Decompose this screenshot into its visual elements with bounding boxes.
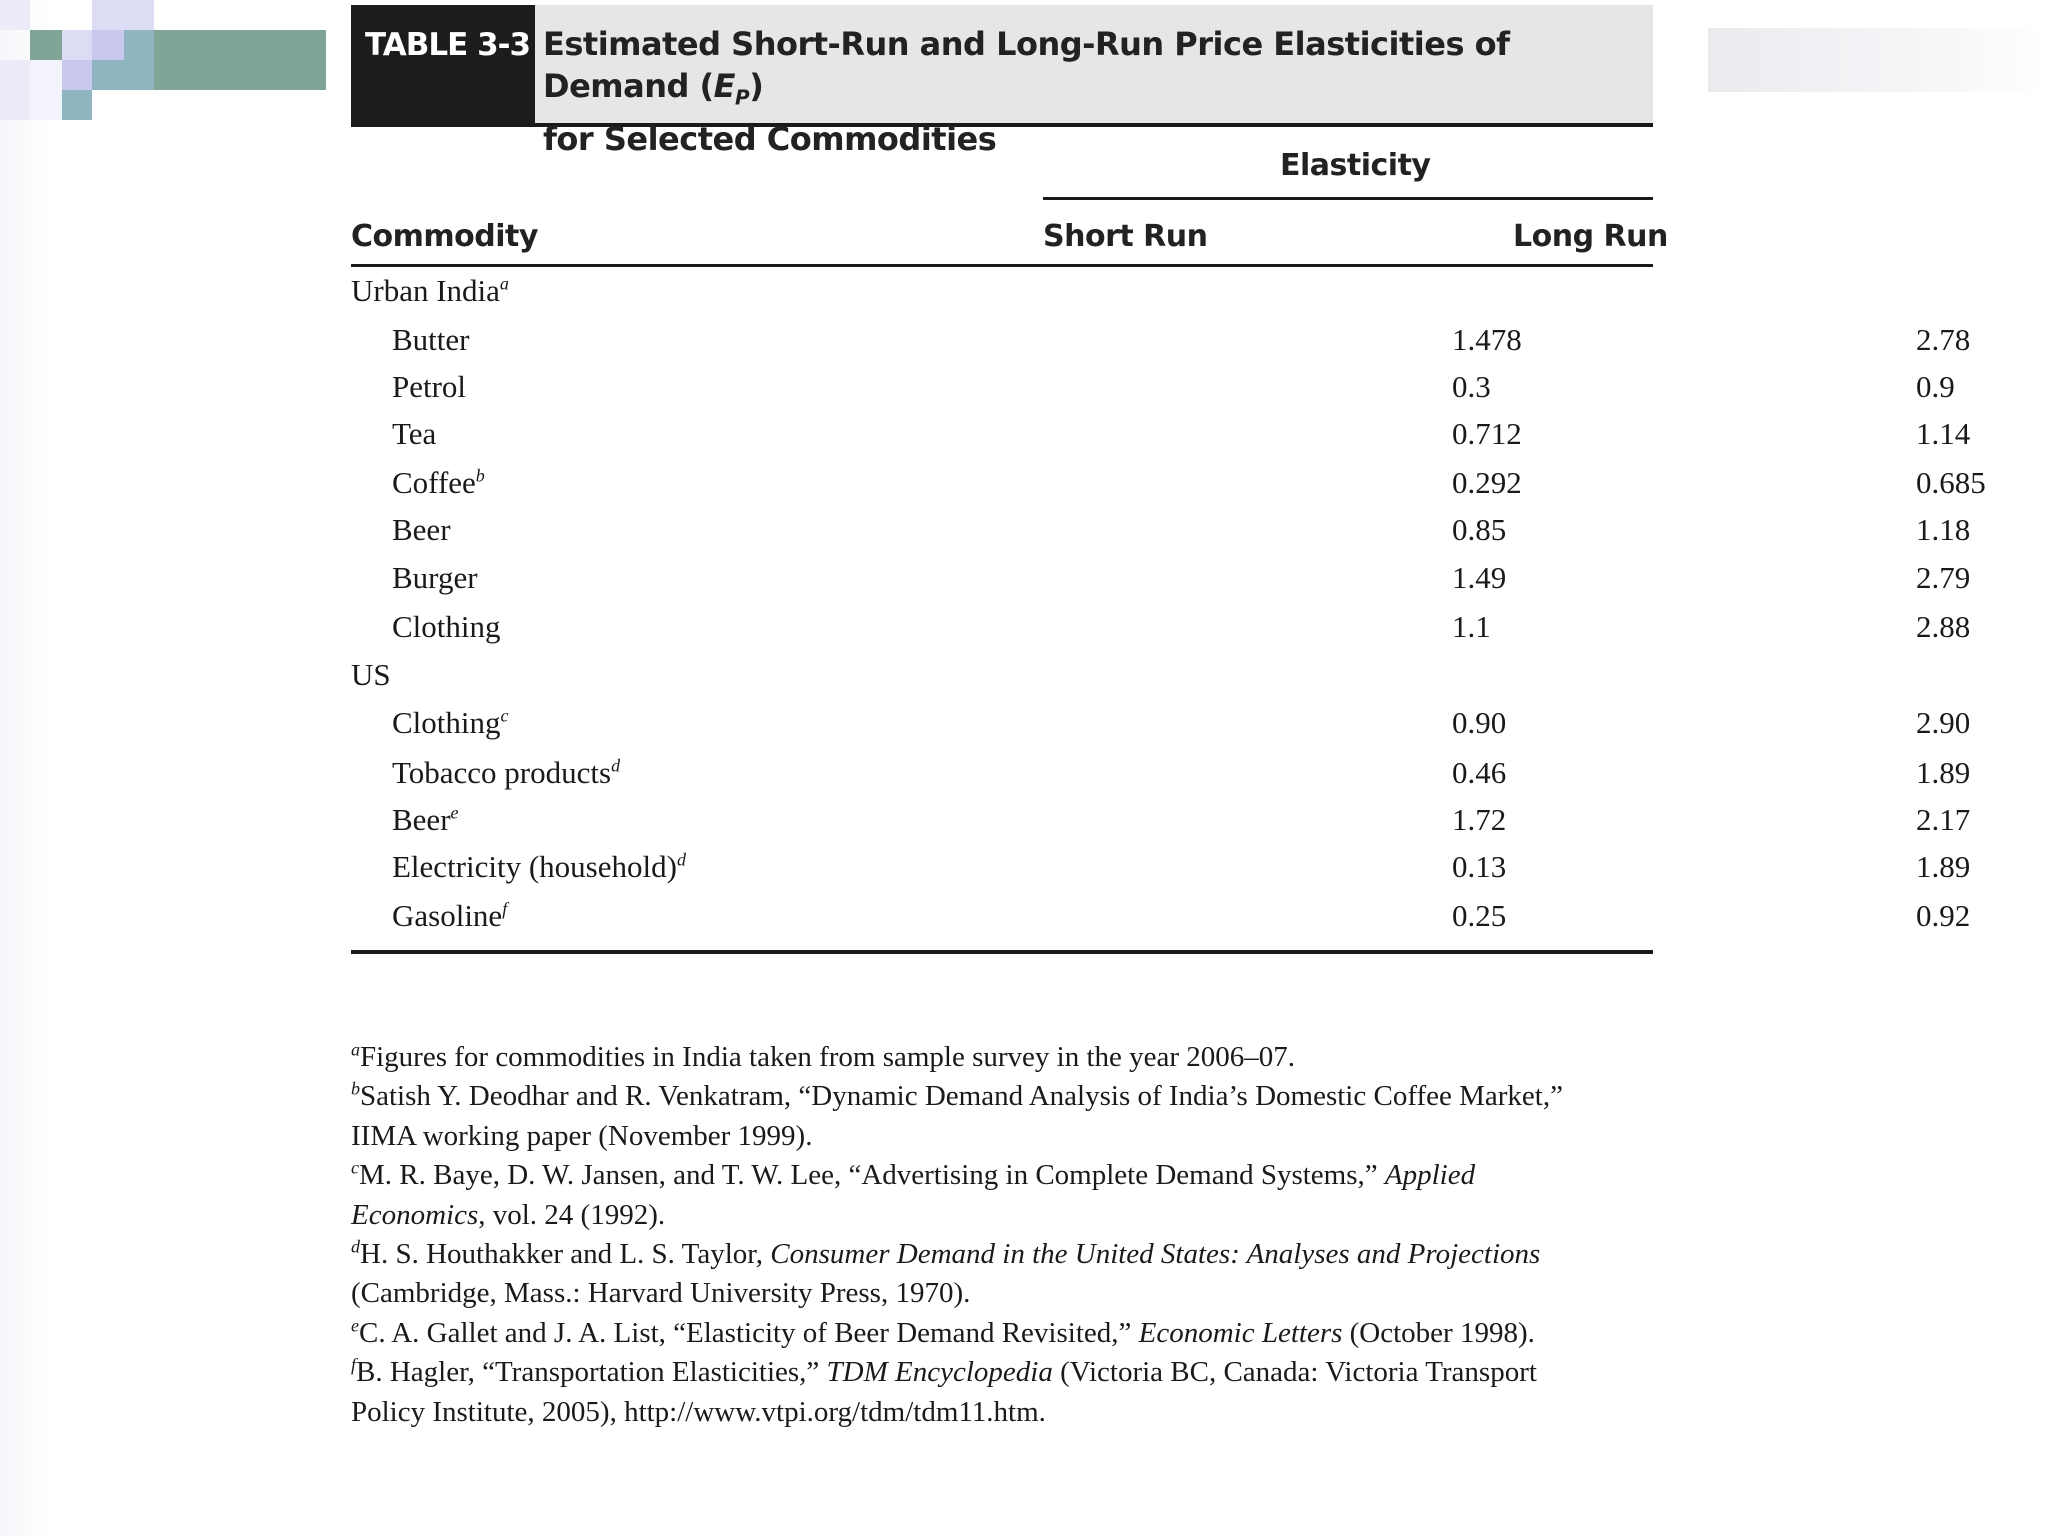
commodity-label: Beer [392,512,451,547]
long-run-value: 1.89 [1916,849,1971,884]
commodity-label: Gasoline [392,898,503,933]
footnote-mark: f [351,1354,357,1375]
commodity-name [392,802,459,838]
commodity-label: Electricity (household) [392,849,677,884]
commodity-name [392,416,436,452]
table-row [351,416,1971,463]
long-run-value: 1.18 [1916,512,1971,547]
footnote-text: B. Hagler, “Transportation Elasticities,” [356,1356,827,1389]
commodity-name [392,705,509,741]
footnote-mark: c [500,705,509,726]
group-row [351,657,1653,704]
long-run-value: 2.17 [1916,802,1971,837]
footnote-mark: d [676,849,686,870]
short-run-value: 0.13 [1452,849,1507,884]
footnote-mark: b [475,465,485,486]
elasticity-header: Elasticity [1280,148,1431,183]
footnote-line [351,1196,1681,1235]
footnote-line [351,1077,1681,1116]
group-name [351,273,509,309]
table-number: TABLE 3-3 [351,5,535,123]
commodity-label: Clothing [392,609,501,644]
short-run-value: 0.85 [1452,512,1507,547]
footnote-mark: a [499,273,509,294]
long-run-value: 2.88 [1916,609,1971,644]
table-title-block [351,5,1653,159]
commodity-name [392,322,470,358]
commodity-name [392,898,507,934]
short-run-value: 1.49 [1452,560,1507,595]
footnote-line [351,1038,1681,1077]
footnote-mark: c [351,1157,359,1178]
footnote-italic-text: Applied [1384,1159,1476,1192]
commodity-name [392,609,501,645]
table-bottom-rule [351,950,1653,954]
footnote-text: (Cambridge, Mass.: Harvard University Press, 1970). [351,1277,971,1310]
short-run-value: 1.72 [1452,802,1507,837]
long-run-value: 2.78 [1916,322,1971,357]
footnote-text: Figures for commodities in India taken from sample survey in the year 2006–07. [360,1041,1296,1073]
footnote-line [351,1274,1681,1313]
commodity-label: Clothing [392,705,501,740]
long-run-value: 2.79 [1916,560,1971,595]
footnote-text: H. S. Houthakker and L. S. Taylor, [360,1238,771,1271]
footnote-text: , vol. 24 (1992). [478,1198,666,1231]
table-row [351,512,1971,559]
group-row [351,273,1653,320]
footnote-text: Satish Y. Deodhar and R. Venkatram, “Dynamic Demand Analysis of India’s Domestic Coffee Market,” [360,1080,1563,1113]
header-rule [351,264,1653,267]
commodity-label: Coffee [392,465,476,500]
table-row [351,705,1971,752]
footnotes [351,1038,1681,1432]
footnote-mark: d [351,1236,360,1257]
table-row [351,322,1971,369]
commodity-name [392,369,466,405]
short-run-value: 0.3 [1452,369,1491,404]
footnote-italic-text: Economic Letters [1138,1316,1343,1349]
footnote-text: M. R. Baye, D. W. Jansen, and T. W. Lee, “Advertising in Complete Demand Systems,” [359,1159,1385,1192]
short-run-value: 0.90 [1452,705,1507,740]
table-row [351,369,1955,416]
commodity-column-header: Commodity [351,219,538,254]
footnote-text: Policy Institute, 2005), http://www.vtpi.org/tdm/tdm11.htm. [351,1395,1046,1428]
commodity-label: Tea [392,416,437,451]
short-run-value: 0.292 [1452,465,1522,500]
footnote-text: (October 1998). [1342,1316,1535,1349]
commodity-name [392,755,620,791]
short-run-value: 0.712 [1452,416,1522,451]
footnote-text: C. A. Gallet and J. A. List, “Elasticity of Beer Demand Revisited,” [359,1316,1139,1349]
long-run-value: 2.90 [1916,705,1971,740]
table-row [351,802,1971,849]
commodity-label: Petrol [392,369,467,404]
short-run-value: 0.46 [1452,755,1507,790]
group-name [351,657,391,693]
commodity-name [392,512,451,548]
long-run-value: 0.9 [1916,369,1955,404]
short-run-value: 1.1 [1452,609,1491,644]
table-title: Estimated Short-Run and Long-Run Price Elasticities of Demand $(E_P)$ for Selected Commodities [543,25,1510,159]
table-row [351,465,1986,512]
footnote-text: IIMA working paper (November 1999). [351,1119,813,1152]
footnote-mark: f [502,898,508,919]
header-bar-decoration [1708,28,2048,92]
commodity-label: Burger [392,560,478,595]
commodity-label: Beer [392,802,451,837]
commodity-name [392,849,686,885]
footnote-mark: b [351,1078,360,1099]
commodity-name [392,560,478,596]
footnote-mark: e [450,802,459,823]
table-row [351,849,1971,896]
short-run-value: 0.25 [1452,898,1507,933]
long-run-value: 1.14 [1916,416,1971,451]
commodity-label: Butter [392,322,470,357]
long-run-value: 1.89 [1916,755,1971,790]
elasticity-rule [1043,197,1653,200]
footnote-line [351,1353,1681,1392]
footnote-mark: a [351,1039,360,1060]
table-row [351,560,1971,607]
long-run-value: 0.92 [1916,898,1971,933]
group-label: US [351,657,391,692]
footnote-italic-text: TDM Encyclopedia [826,1356,1053,1389]
table-row [351,898,1971,945]
footnote-line [351,1156,1681,1195]
footnote-italic-text: Economics [351,1198,479,1231]
table-row [351,609,1971,656]
footnote-line [351,1314,1681,1353]
table-row [351,755,1971,802]
footnote-text: (Victoria BC, Canada: Victoria Transport [1052,1356,1537,1389]
footnote-line [351,1235,1681,1274]
commodity-label: Tobacco products [392,755,612,790]
short-run-value: 1.478 [1452,322,1522,357]
footnote-italic-text: Consumer Demand in the United States: Analyses and Projections [770,1238,1541,1271]
long-run-value: 0.685 [1916,465,1986,500]
long-run-column-header: Long Run [1513,219,1668,254]
commodity-name [392,465,485,501]
group-label: Urban India [351,273,500,308]
left-edge-fade [0,0,48,1536]
short-run-column-header: Short Run [1043,219,1208,254]
footnote-line [351,1393,1681,1432]
footnote-mark: e [351,1315,359,1336]
footnote-mark: d [611,755,621,776]
footnote-line [351,1117,1681,1156]
